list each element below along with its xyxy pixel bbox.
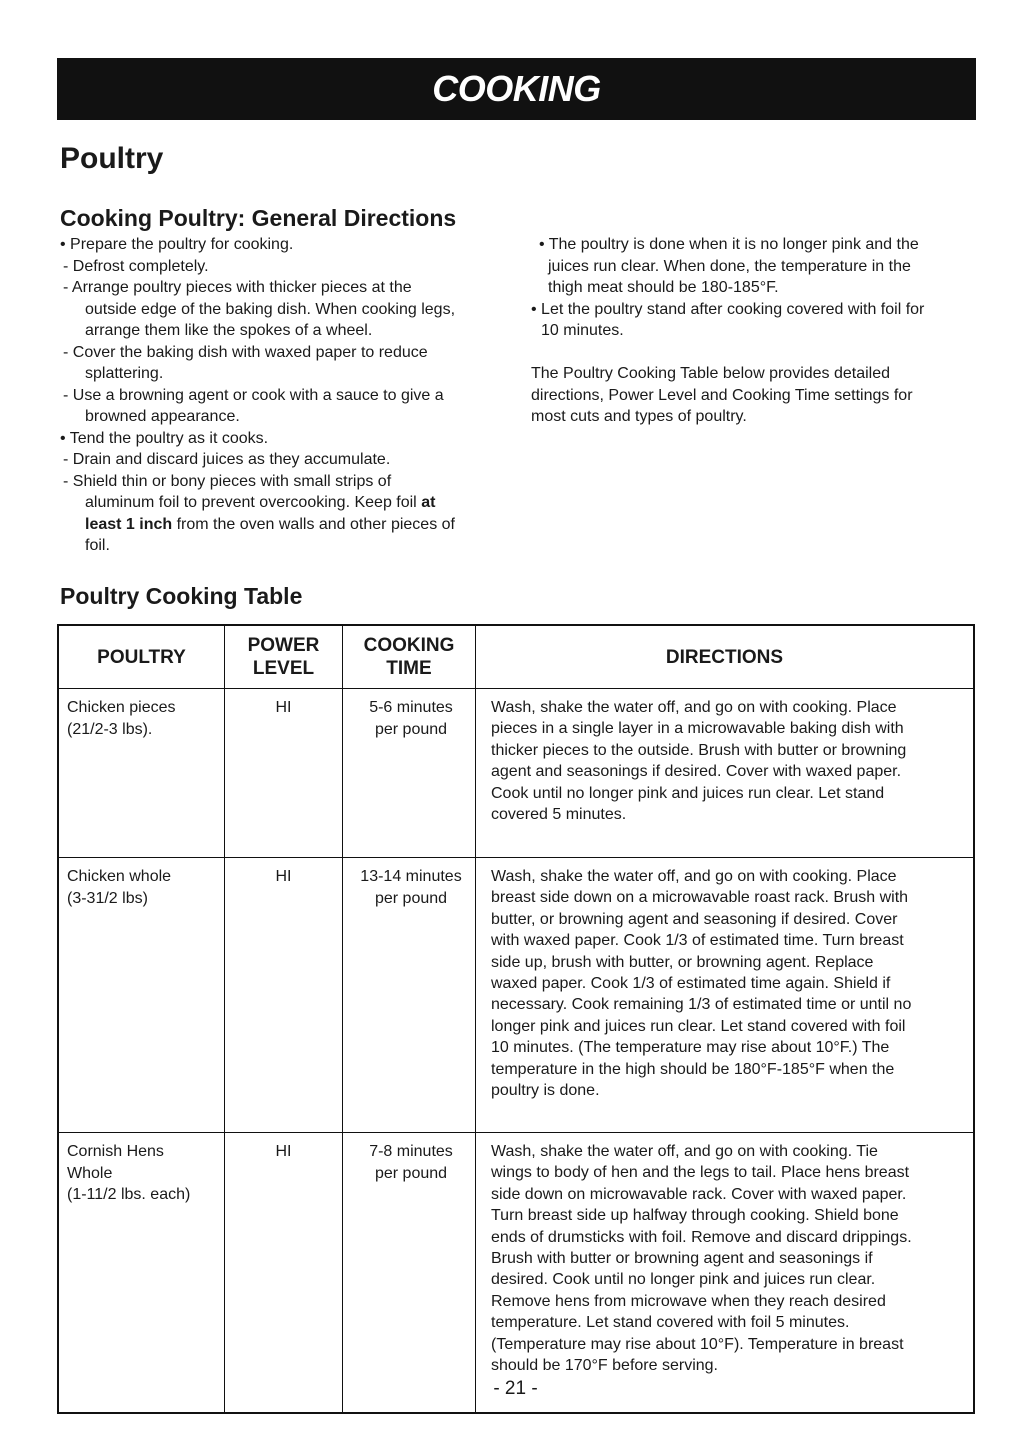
text-line: breast side down on a microwavable roast rack. Brush with [491,889,909,907]
text-line: should be 170°F before serving. [491,1357,718,1375]
directions-cell [476,689,975,858]
text-line: side up, brush with butter, or browning agent. Replace [491,953,874,971]
text-line: The Poultry Cooking Table below provides detailed [531,365,891,382]
table-row [58,1133,974,1414]
general-directions-heading: Cooking Poultry: General Directions [60,205,457,231]
text-line: thicker pieces to the outside. Brush with butter or browning [491,741,907,759]
text-line: temperature in the high should be 180°F-185°F when the [491,1060,895,1078]
table-heading: Poultry Cooking Table [60,583,303,609]
text-line: - Drain and discard juices as they accumulate. [63,451,391,468]
text-line: per pound [374,720,448,738]
text-line: 5-6 minutes [369,699,453,716]
text-line: longer pink and juices run clear. Let stand covered with foil [491,1017,906,1035]
text-line: Cornish Hens [67,1143,164,1160]
text-line: ends of drumsticks with foil. Remove and discard drippings. [491,1228,912,1246]
cooking-time-cell [343,858,476,1133]
text-line: • Prepare the poultry for cooking. [60,236,294,253]
poultry-cell [58,858,225,1133]
text-line: per pound [374,889,448,907]
poultry-cell [58,1133,225,1414]
table-row [58,858,974,1133]
header-poultry: POULTRY [58,625,225,689]
text-line: • The poultry is done when it is no longer pink and the [539,236,919,253]
text-line: - Defrost completely. [63,257,209,275]
text-line: Remove hens from microwave when they reach desired [491,1292,886,1310]
text-line: (Temperature may rise about 10°F). Temperature in breast [491,1335,904,1353]
header-line: POWER [247,635,320,656]
text-line: • Tend the poultry as it cooks. [60,429,269,447]
text-line: (1-11/2 lbs. each) [67,1186,191,1203]
cooking-time-cell [343,1133,476,1414]
table-intro-paragraph [531,363,981,428]
general-directions-right-column [531,234,981,428]
text-line [60,514,510,536]
text-line: covered 5 minutes. [491,806,627,824]
text-line: • Let the poultry stand after cooking covered with foil for [531,300,925,318]
text-line: (3-31/2 lbs) [67,889,148,907]
bold-text: least 1 inch [85,515,173,533]
cooking-time-cell [343,689,476,858]
power-level-cell: HI [225,1133,343,1414]
text-line: juices run clear. When done, the temperature in the [548,257,911,275]
power-level-cell: HI [225,689,343,858]
text-line: necessary. Cook remaining 1/3 of estimated time or until no [491,996,912,1014]
page-number: - 21 - [493,1378,538,1399]
text-line: directions, Power Level and Cooking Time settings for [531,386,913,404]
text-line: Brush with butter or browning agent and seasonings if [491,1250,873,1268]
text-line: side down on microwavable rack. Cover with waxed paper. [491,1185,907,1203]
general-directions-left-column [60,234,510,557]
text-run: aluminum foil to prevent overcooking. Keep foil [85,494,422,511]
directions-cell [476,858,975,1133]
text-line: Cook until no longer pink and juices run clear. Let stand [491,784,885,802]
text-line: Wash, shake the water off, and go on with cooking. Place [491,868,897,885]
header-directions: DIRECTIONS [476,625,975,689]
text-line: Wash, shake the water off, and go on with cooking. Tie [491,1143,878,1160]
header-line: COOKING [363,635,455,656]
power-level-cell: HI [225,858,343,1133]
header-power-level [225,625,343,689]
text-line: butter, or browning agent and seasoning if desired. Cover [491,910,898,928]
banner-title: COOKING [432,68,601,109]
text-line: agent and seasonings if desired. Cover with waxed paper. [491,763,902,781]
text-line: Turn breast side up halfway through cooking. Shield bone [491,1207,899,1225]
text-line: most cuts and types of poultry. [531,408,747,425]
text-line: outside edge of the baking dish. When cooking legs, [85,300,456,318]
text-line: foil. [85,537,110,554]
text-line: 13-14 minutes [360,868,462,885]
text-line: 7-8 minutes [369,1143,453,1160]
text-line: poultry is done. [491,1082,600,1100]
text-line: wings to body of hen and the legs to tail. Place hens breast [491,1164,910,1182]
header-cooking-time [343,625,476,689]
page-title: Poultry [60,142,164,175]
text-line: desired. Cook until no longer pink and juices run clear. [491,1271,876,1289]
text-line: per pound [374,1164,448,1182]
text-line: 10 minutes. [541,322,624,339]
text-run: from the oven walls and other pieces of [172,515,455,533]
text-line: browned appearance. [85,408,240,425]
directions-cell [476,1133,975,1414]
text-line: Chicken whole [67,868,172,885]
text-line: Whole [67,1164,113,1182]
text-line: temperature. Let stand covered with foil 5 minutes. [491,1314,850,1332]
text-line: with waxed paper. Cook 1/3 of estimated time. Turn breast [491,932,904,950]
poultry-cooking-table [57,624,975,1414]
text-line: Chicken pieces [67,699,176,716]
text-line: (21/2-3 lbs). [67,720,153,738]
text-line: pieces in a single layer in a microwavable baking dish with [491,720,904,738]
text-line: 10 minutes. (The temperature may rise about 10°F.) The [491,1039,890,1057]
text-line: - Use a browning agent or cook with a sauce to give a [63,386,444,404]
table-row [58,689,974,858]
poultry-cell [58,689,225,858]
table-header-row [58,625,974,689]
section-banner [57,58,976,120]
text-line: - Cover the baking dish with waxed paper to reduce [63,343,428,361]
text-line: Wash, shake the water off, and go on with cooking. Place [491,699,897,716]
bold-text: at [421,494,436,511]
text-line [60,492,510,514]
text-line: - Arrange poultry pieces with thicker pieces at the [63,279,412,296]
header-line: TIME [386,658,432,679]
header-line: LEVEL [252,658,315,679]
text-line: - Shield thin or bony pieces with small strips of [63,472,392,490]
text-line: waxed paper. Cook 1/3 of estimated time again. Shield if [491,975,891,993]
text-line: splattering. [85,365,164,382]
text-line: thigh meat should be 180-185°F. [548,279,779,296]
text-line: arrange them like the spokes of a wheel. [85,322,373,339]
